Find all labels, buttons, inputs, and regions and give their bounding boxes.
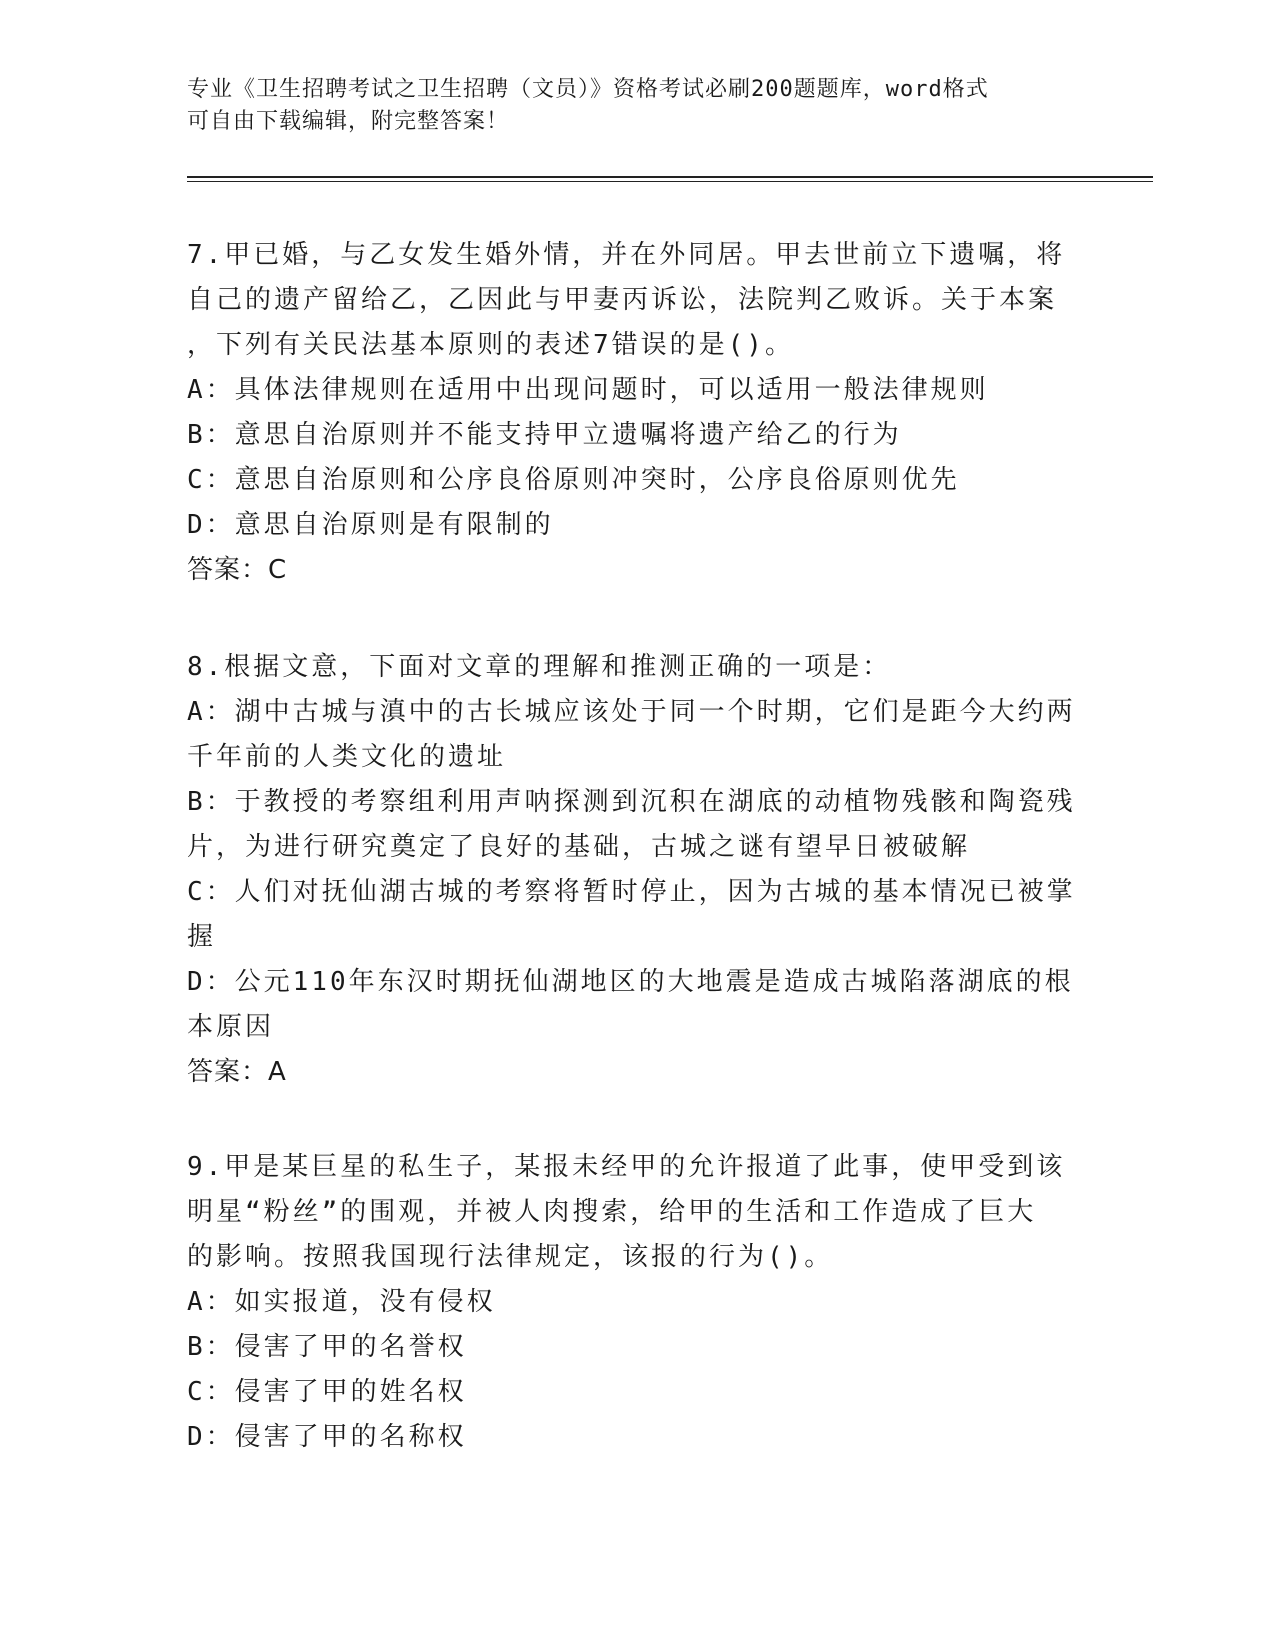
document-header [187,74,1067,138]
header-title-line-2: 可自由下载编辑，附完整答案！ [187,109,510,134]
question-stem-line: 的影响。按照我国现行法律规定，该报的行为()。 [187,1242,834,1272]
option-d-continued: 本原因 [187,1012,275,1042]
question-stem-line: 9.甲是某巨星的私生子，某报未经甲的允许报道了此事，使甲受到该 [187,1152,1066,1182]
question-stem-line: 8.根据文意，下面对文章的理解和推测正确的一项是： [187,652,892,682]
option-a-continued: 千年前的人类文化的遗址 [187,742,507,772]
question-8 [187,645,1087,1095]
option-a: A：湖中古城与滇中的古长城应该处于同一个时期，它们是距今大约两 [187,697,1076,727]
question-stem-line: ，下列有关民法基本原则的表述7错误的是()。 [187,330,794,360]
question-7 [187,233,1087,593]
option-c: C：侵害了甲的姓名权 [187,1377,467,1407]
option-d: D：公元110年东汉时期抚仙湖地区的大地震是造成古城陷落湖底的根 [187,967,1074,997]
question-9 [187,1145,1087,1460]
question-stem-line: 自己的遗产留给乙，乙因此与甲妻丙诉讼，法院判乙败诉。关于本案 [187,285,1058,315]
option-b: B：侵害了甲的名誉权 [187,1332,467,1362]
option-d: D：侵害了甲的名称权 [187,1422,467,1452]
option-b: B：于教授的考察组利用声呐探测到沉积在湖底的动植物残骸和陶瓷残 [187,787,1076,817]
option-a: A：如实报道，没有侵权 [187,1287,496,1317]
option-c-continued: 握 [187,922,217,952]
answer-line: 答案：C [187,555,288,585]
option-b-continued: 片，为进行研究奠定了良好的基础，古城之谜有望早日被破解 [187,832,971,862]
answer-line: 答案：A [187,1057,287,1087]
question-stem-line: 7.甲已婚，与乙女发生婚外情，并在外同居。甲去世前立下遗嘱，将 [187,240,1066,270]
header-title-line-1: 专业《卫生招聘考试之卫生招聘（文员）》资格考试必刷200题题库，word格式 [187,77,989,102]
header-divider-thick [187,176,1153,178]
option-c: C：人们对抚仙湖古城的考察将暂时停止，因为古城的基本情况已被掌 [187,877,1076,907]
option-a: A：具体法律规则在适用中出现问题时，可以适用一般法律规则 [187,375,989,405]
option-d: D：意思自治原则是有限制的 [187,510,554,540]
option-b: B：意思自治原则并不能支持甲立遗嘱将遗产给乙的行为 [187,420,902,450]
option-c: C：意思自治原则和公序良俗原则冲突时，公序良俗原则优先 [187,465,960,495]
header-divider-thin [187,181,1153,182]
question-stem-line: 明星“粉丝”的围观，并被人肉搜索，给甲的生活和工作造成了巨大 [187,1197,1037,1227]
